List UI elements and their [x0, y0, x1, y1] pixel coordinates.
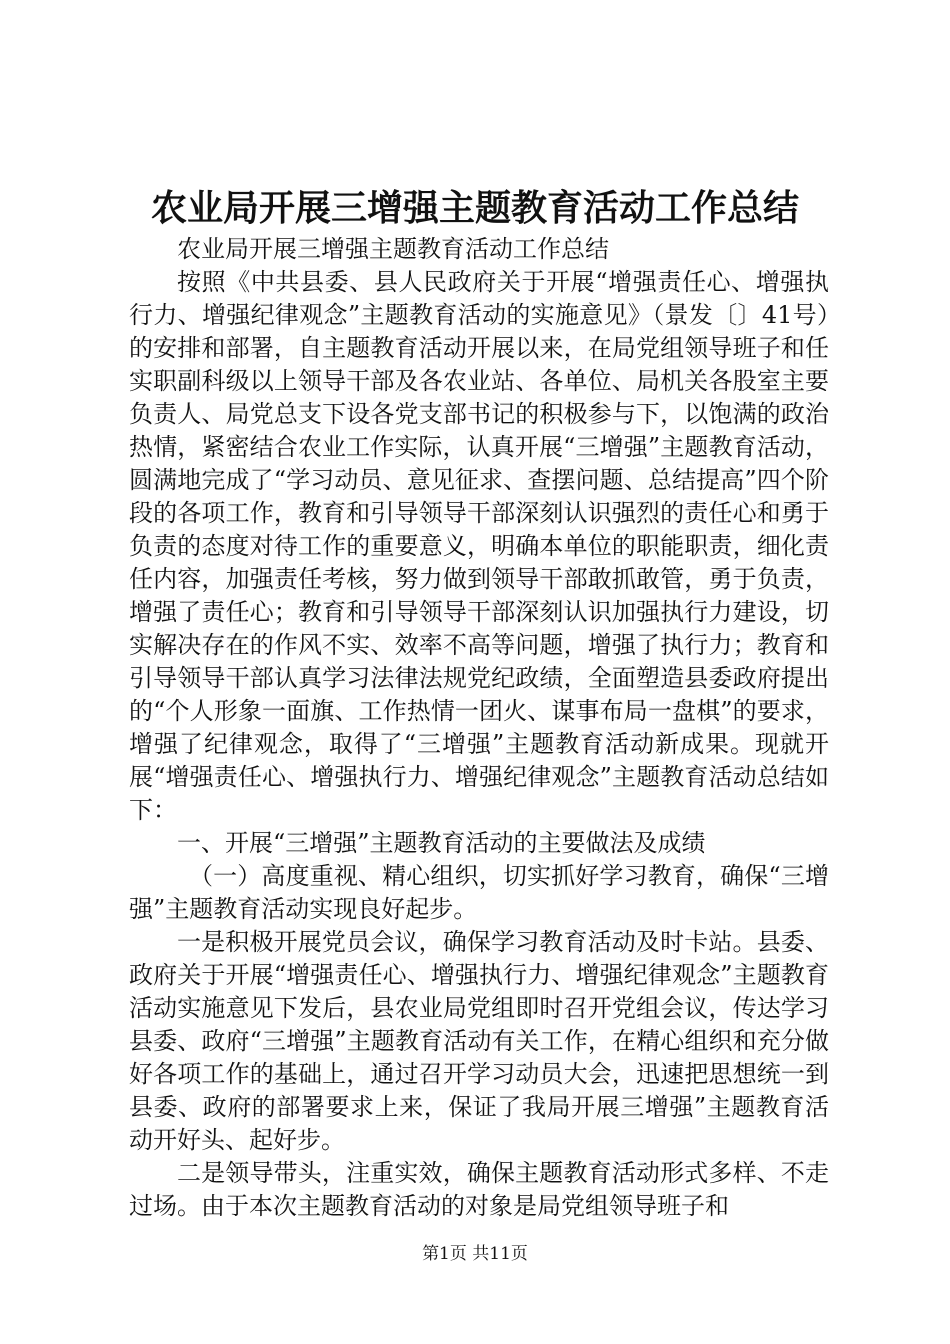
page-number-footer: 第1页 共11页	[422, 1244, 528, 1264]
section-heading: 一、开展“三增强”主题教育活动的主要做法及成绩	[177, 829, 706, 857]
paragraph-point-two: 二是领导带头，注重实效，确保主题教育活动形式多样、不走过场。由于本次主题教育活动的对象是局党组领导班子和	[129, 1159, 829, 1220]
subsection-heading: （一）高度重视、精心组织，切实抓好学习教育，确保“三增强”主题教育活动实现良好起步。	[129, 862, 829, 923]
paragraph-subtitle: 农业局开展三增强主题教育活动工作总结	[177, 235, 609, 263]
document-title: 农业局开展三增强主题教育活动工作总结	[150, 187, 799, 229]
document-body	[129, 233, 829, 1223]
paragraph-point-one: 一是积极开展党员会议，确保学习教育活动及时卡站。县委、政府关于开展“增强责任心、增强执行力、增强纪律观念”主题教育活动实施意见下发后，县农业局党组即时召开党组会议，传达学习县委、政府“三增强”主题教育活动有关工作，在精心组织和充分做好各项工作的基础上，通过召开学习动员大会，迅速把思想统一到县委、政府的部署要求上来，保证了我局开展三增强”主题教育活动开好头、起好步。	[129, 928, 829, 1154]
paragraph-intro: 按照《中共县委、县人民政府关于开展“增强责任心、增强执行力、增强纪律观念”主题教育活动的实施意见》（景发〔〕41号）的安排和部署，自主题教育活动开展以来，在局党组领导班子和任实职副科级以上领导干部及各农业站、各单位、局机关各股室主要负责人、局党总支下设各党支部书记的积极参与下，以饱满的政治热情，紧密结合农业工作实际，认真开展“三增强”主题教育活动，圆满地完成了“学习动员、意见征求、查摆问题、总结提高”四个阶段的各项工作，教育和引导领导干部深刻认识强烈的责任心和勇于负责的态度对待工作的重要意义，明确本单位的职能职责，细化责任内容，加强责任考核，努力做到领导干部敢抓敢管，勇于负责，增强了责任心；教育和引导领导干部深刻认识加强执行力建设，切实解决存在的作风不实、效率不高等问题，增强了执行力；教育和引导领导干部认真学习法律法规党纪政绩，全面塑造县委政府提出的“个人形象一面旗、工作热情一团火、谋事布局一盘棋”的要求，增强了纪律观念，取得了“三增强”主题教育活动新成果。现就开展“增强责任心、增强执行力、增强纪律观念”主题教育活动总结如下：	[129, 268, 829, 824]
